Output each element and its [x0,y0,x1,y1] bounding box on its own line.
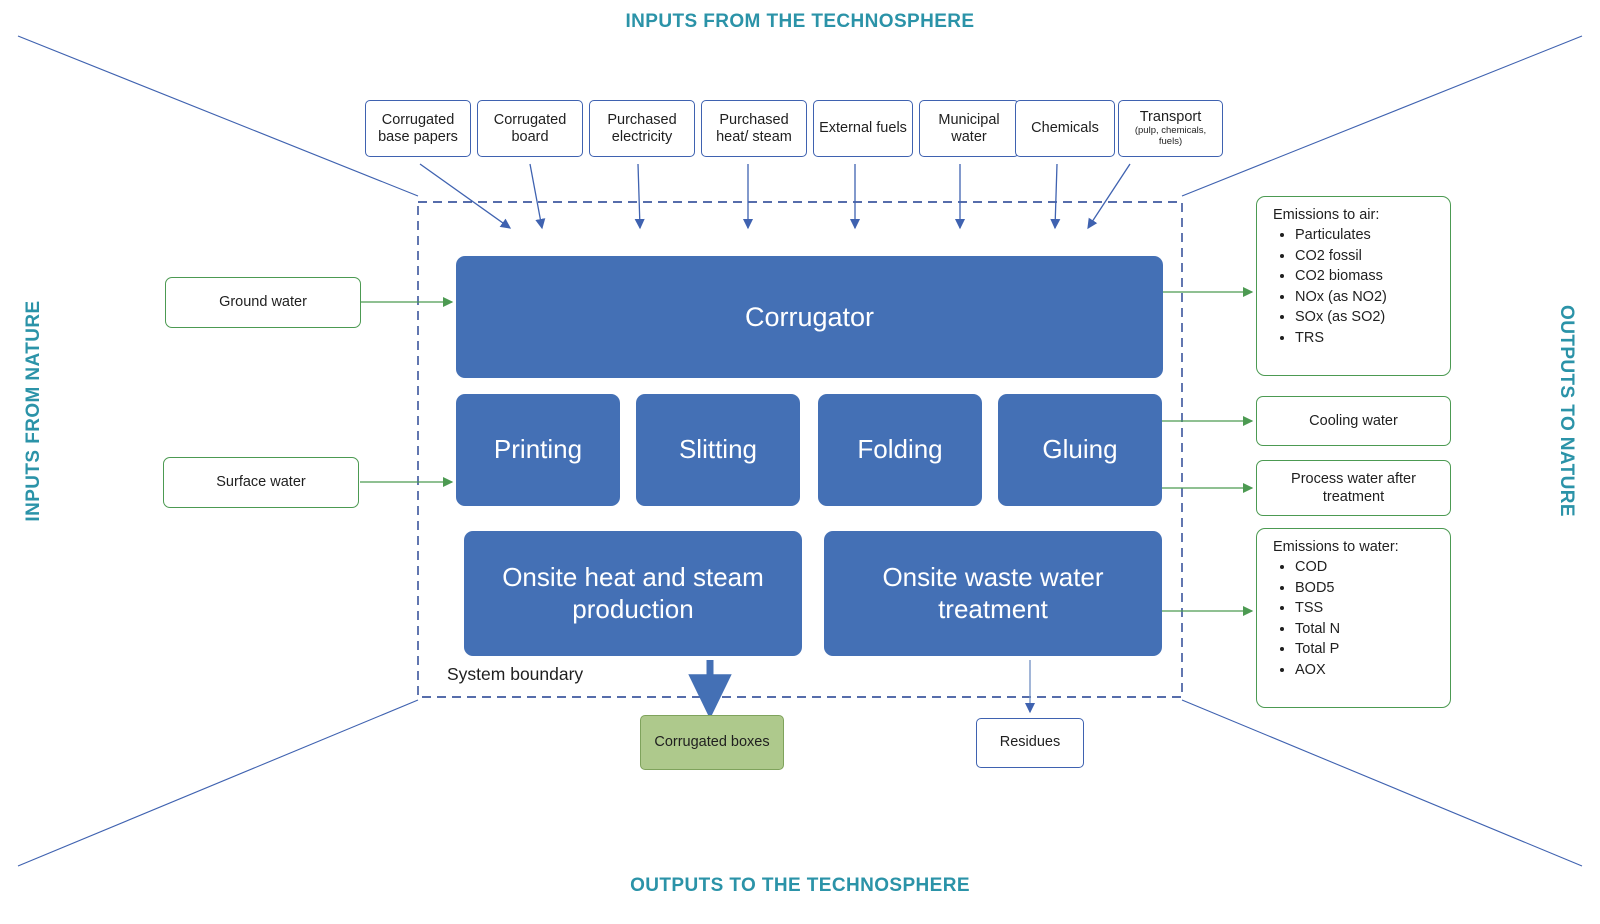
output-process-water-after-treatment [1256,460,1451,516]
process-folding [818,394,982,506]
caption-inputs-technosphere: INPUTS FROM THE TECHNOSPHERE [625,11,975,32]
output-corrugated-boxes [640,715,784,770]
process-label: Onsite waste water treatment [882,562,1104,624]
caption-outputs-nature: OUTPUTS TO NATURE [1556,305,1577,517]
list-item: • COD [1295,557,1436,578]
list-item: • Total N [1295,619,1436,640]
input-label: Corrugated board [493,111,567,145]
output-label: Corrugated boxes [654,733,770,750]
emissions-to-water-header: Emissions to water: [1273,539,1399,555]
process-label: Printing [493,434,583,465]
input-label: Purchased heat/ steam [716,111,792,145]
process-onsite-waste-water-treatment [824,531,1162,656]
list-item: • Total P [1295,639,1436,660]
input-box-corrugated-board [477,100,583,157]
list-item: • AOX [1295,660,1436,681]
nature-input-ground-water [165,277,361,328]
process-label: Corrugator [744,301,875,332]
process-label: Folding [857,434,943,465]
list-item: • CO2 biomass [1295,266,1436,287]
input-label: Chemicals [1031,120,1099,137]
caption-inputs-nature: INPUTS FROM NATURE [23,300,44,522]
output-label: Residues [999,734,1061,751]
list-item: • NOx (as NO2) [1295,287,1436,308]
process-corrugator [456,256,1163,378]
process-label: Gluing [1042,434,1118,465]
emissions-to-water-list [1273,557,1436,680]
emissions-to-air-header: Emissions to air: [1273,207,1380,223]
input-box-purchased-heat-steam [701,100,807,157]
output-emissions-to-air [1256,196,1451,376]
list-item: • CO2 fossil [1295,246,1436,267]
output-label: Cooling water [1309,412,1398,429]
input-label: Transport [1139,108,1202,125]
input-box-purchased-electricity [589,100,695,157]
nature-input-label: Surface water [216,474,306,491]
input-box-corrugated-base-papers [365,100,471,157]
list-item: • TRS [1295,328,1436,349]
process-slitting [636,394,800,506]
list-item: • TSS [1295,598,1436,619]
list-item: • SOx (as SO2) [1295,307,1436,328]
output-residues [976,718,1084,768]
process-printing [456,394,620,506]
process-onsite-heat-steam-production [464,531,802,656]
process-label: Onsite heat and steam production [502,562,764,624]
output-cooling-water [1256,396,1451,446]
list-item: • BOD5 [1295,578,1436,599]
process-label: Slitting [678,434,758,465]
input-label: Corrugated base papers [378,111,458,145]
nature-input-surface-water [163,457,359,508]
emissions-to-air-list [1273,225,1436,348]
input-label: External fuels [819,120,907,137]
process-gluing [998,394,1162,506]
input-box-transport [1118,100,1223,157]
input-label: Purchased electricity [607,111,677,145]
input-box-chemicals [1015,100,1115,157]
list-item: • Particulates [1295,225,1436,246]
system-boundary-label: System boundary [443,664,587,685]
nature-input-label: Ground water [219,294,307,311]
input-box-external-fuels [813,100,913,157]
input-sublabel: (pulp, chemicals, fuels) [1134,125,1207,148]
output-emissions-to-water [1256,528,1451,708]
output-label: Process water after treatment [1291,470,1416,505]
input-label: Municipal water [938,111,1000,145]
input-box-municipal-water [919,100,1019,157]
caption-outputs-technosphere: OUTPUTS TO THE TECHNOSPHERE [630,875,970,896]
